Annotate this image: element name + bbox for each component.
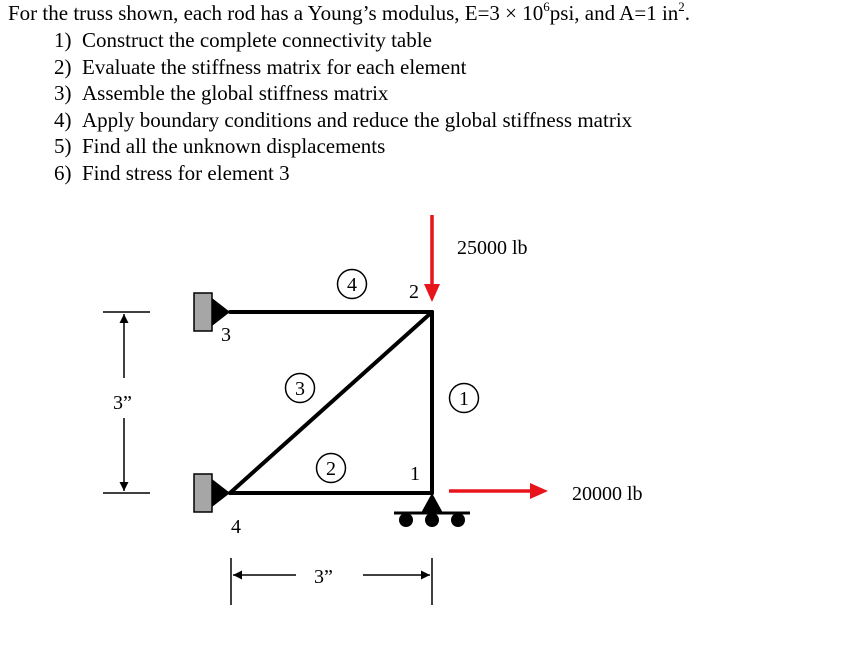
intro-text: For the truss shown, each rod has a Young’s modulus, E=3 × 10 xyxy=(8,1,544,25)
vertical-dimension-label: 3” xyxy=(113,392,132,414)
horizontal-dimension-label: 3” xyxy=(314,566,333,588)
element-label-1 xyxy=(450,384,479,413)
task-number: 2) xyxy=(54,54,72,79)
element-3-number: 3 xyxy=(295,378,305,400)
element-label-2 xyxy=(317,454,346,483)
element-2-number: 2 xyxy=(326,458,336,480)
intro-text-mid: psi, and A=1 in xyxy=(549,1,679,25)
area-exponent: 2 xyxy=(678,0,685,14)
intro-text-end: . xyxy=(684,1,691,25)
task-number: 4) xyxy=(54,107,72,132)
task-text: Find all the unknown displacements xyxy=(82,134,386,159)
node-label-1: 1 xyxy=(410,463,420,485)
vertical-load-label: 25000 lb xyxy=(457,237,528,259)
element-1-number: 1 xyxy=(459,388,469,410)
modulus-exponent: 6 xyxy=(543,0,550,14)
task-number: 3) xyxy=(54,81,72,106)
task-number: 5) xyxy=(54,134,72,159)
node-label-2: 2 xyxy=(409,281,419,303)
vertical-load-arrow xyxy=(424,215,440,302)
task-text: Apply boundary conditions and reduce the global stiffness matrix xyxy=(82,107,633,132)
horizontal-load-label: 20000 lb xyxy=(572,483,643,505)
task-number: 6) xyxy=(54,160,72,185)
node-label-3: 3 xyxy=(221,324,231,346)
task-text: Evaluate the stiffness matrix for each element xyxy=(82,54,467,79)
node-label-4: 4 xyxy=(231,516,241,538)
element-label-4 xyxy=(338,270,367,299)
element-label-3 xyxy=(286,374,315,403)
pin-support-node-4 xyxy=(194,474,230,512)
horizontal-load-arrow xyxy=(449,483,548,499)
roller-support-node-1 xyxy=(394,493,470,527)
task-text: Find stress for element 3 xyxy=(82,160,290,185)
task-text: Assemble the global stiffness matrix xyxy=(82,81,389,106)
task-text: Construct the complete connectivity table xyxy=(82,28,432,52)
element-4-number: 4 xyxy=(347,274,357,296)
task-number: 1) xyxy=(54,28,72,52)
